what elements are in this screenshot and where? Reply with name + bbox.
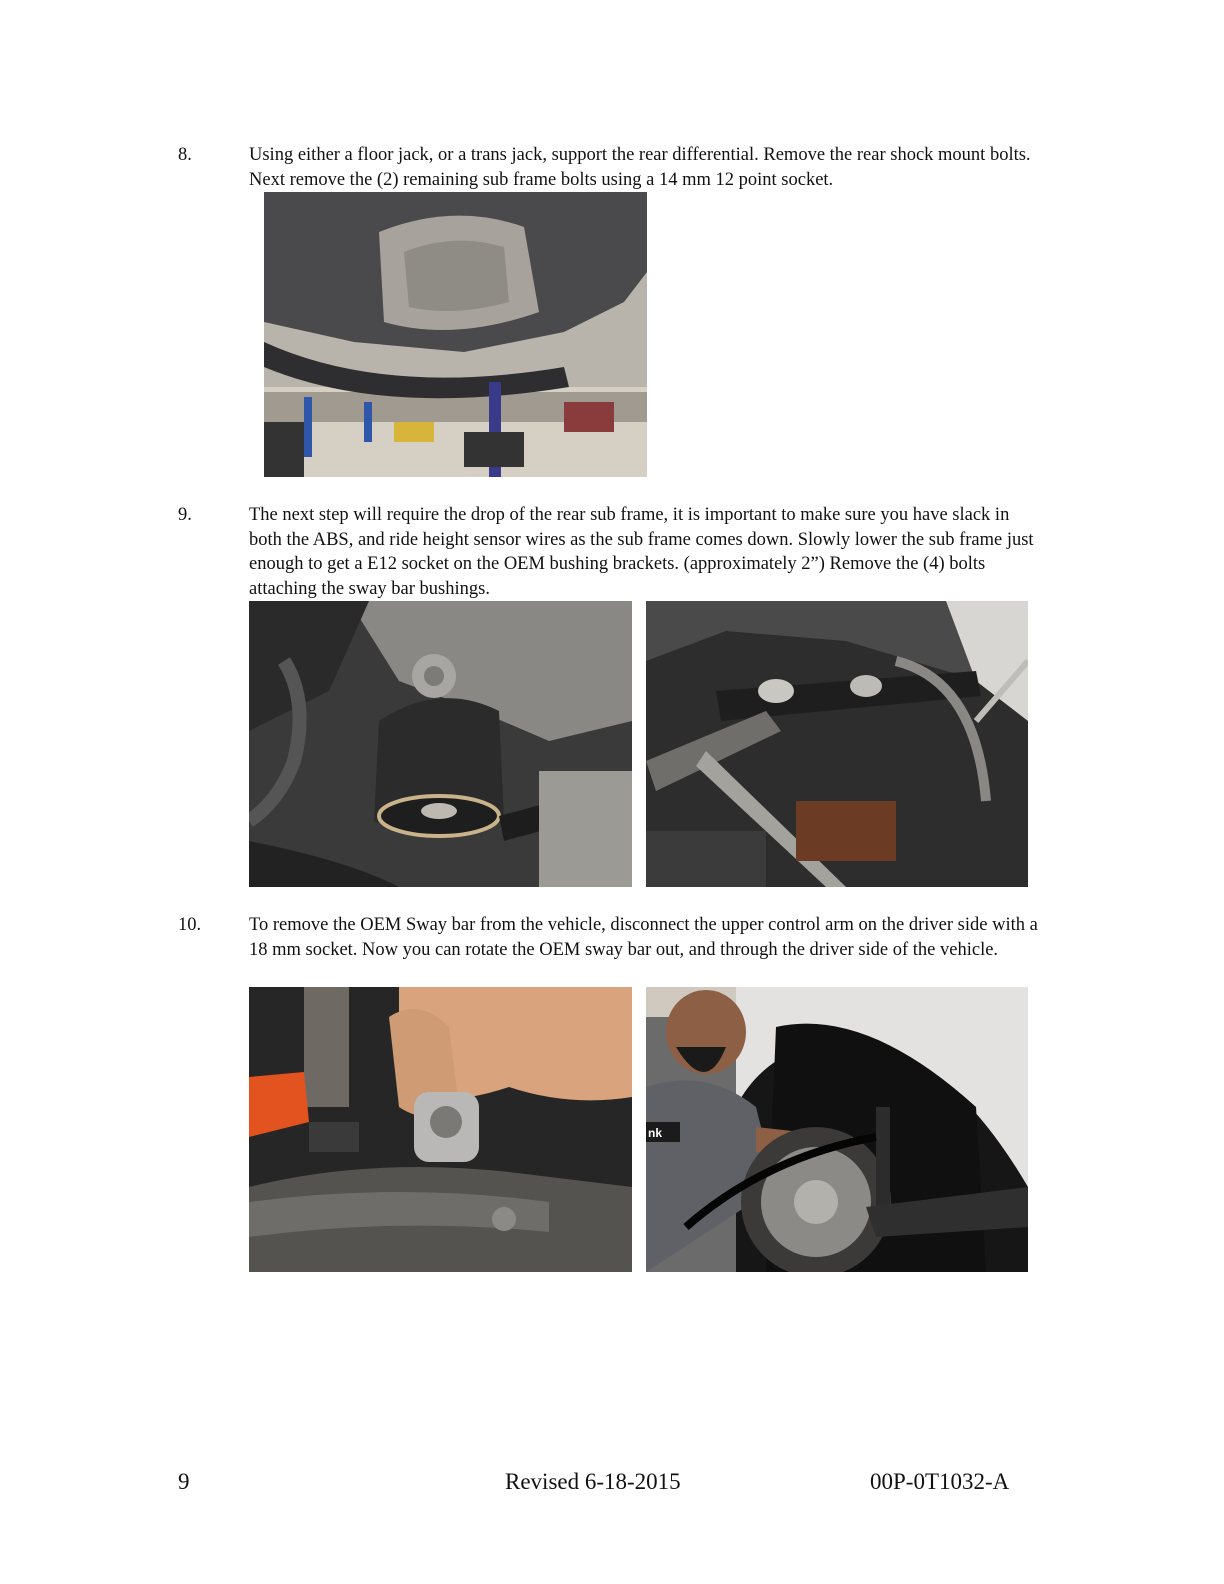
photo-jack-under-vehicle <box>264 192 647 477</box>
step-9-number: 9. <box>178 505 192 525</box>
photo-technician-removing-sway-bar <box>646 987 1028 1272</box>
revision-date: Revised 6-18-2015 <box>505 1469 681 1494</box>
part-number: 00P-0T1032-A <box>870 1469 1010 1494</box>
step-8-number: 8. <box>178 145 192 165</box>
step-8-text: Using either a floor jack, or a trans jack, support the rear differential. Remove the rear shock mount bolts. Next remove the (2) remaining sub frame bolts using a 14 mm 12 point socket. <box>249 145 1031 190</box>
photo-upper-control-arm-socket <box>249 987 632 1272</box>
page-number: 9 <box>178 1469 190 1494</box>
step-9-text: The next step will require the drop of the rear sub frame, it is important to make sure you have slack in both the ABS, and ride height sensor wires as the sub frame comes down. Slowly lower the sub frame just enough to get a E12 socket on the OEM bushing brackets. (approximately 2”) Remove the (4) bolts attaching the sway bar bushings. <box>249 505 1034 599</box>
step-10-text: To remove the OEM Sway bar from the vehicle, disconnect the upper control arm on the driver side with a 18 mm socket. Now you can rotate the OEM sway bar out, and through the driver side of the vehicle. <box>249 915 1038 960</box>
photo-sway-bar-bushing-bracket <box>249 601 632 887</box>
shirt-name-patch: nk <box>648 1126 663 1140</box>
step-10-number: 10. <box>178 915 202 935</box>
photo-sway-bar-end-links <box>646 601 1028 887</box>
